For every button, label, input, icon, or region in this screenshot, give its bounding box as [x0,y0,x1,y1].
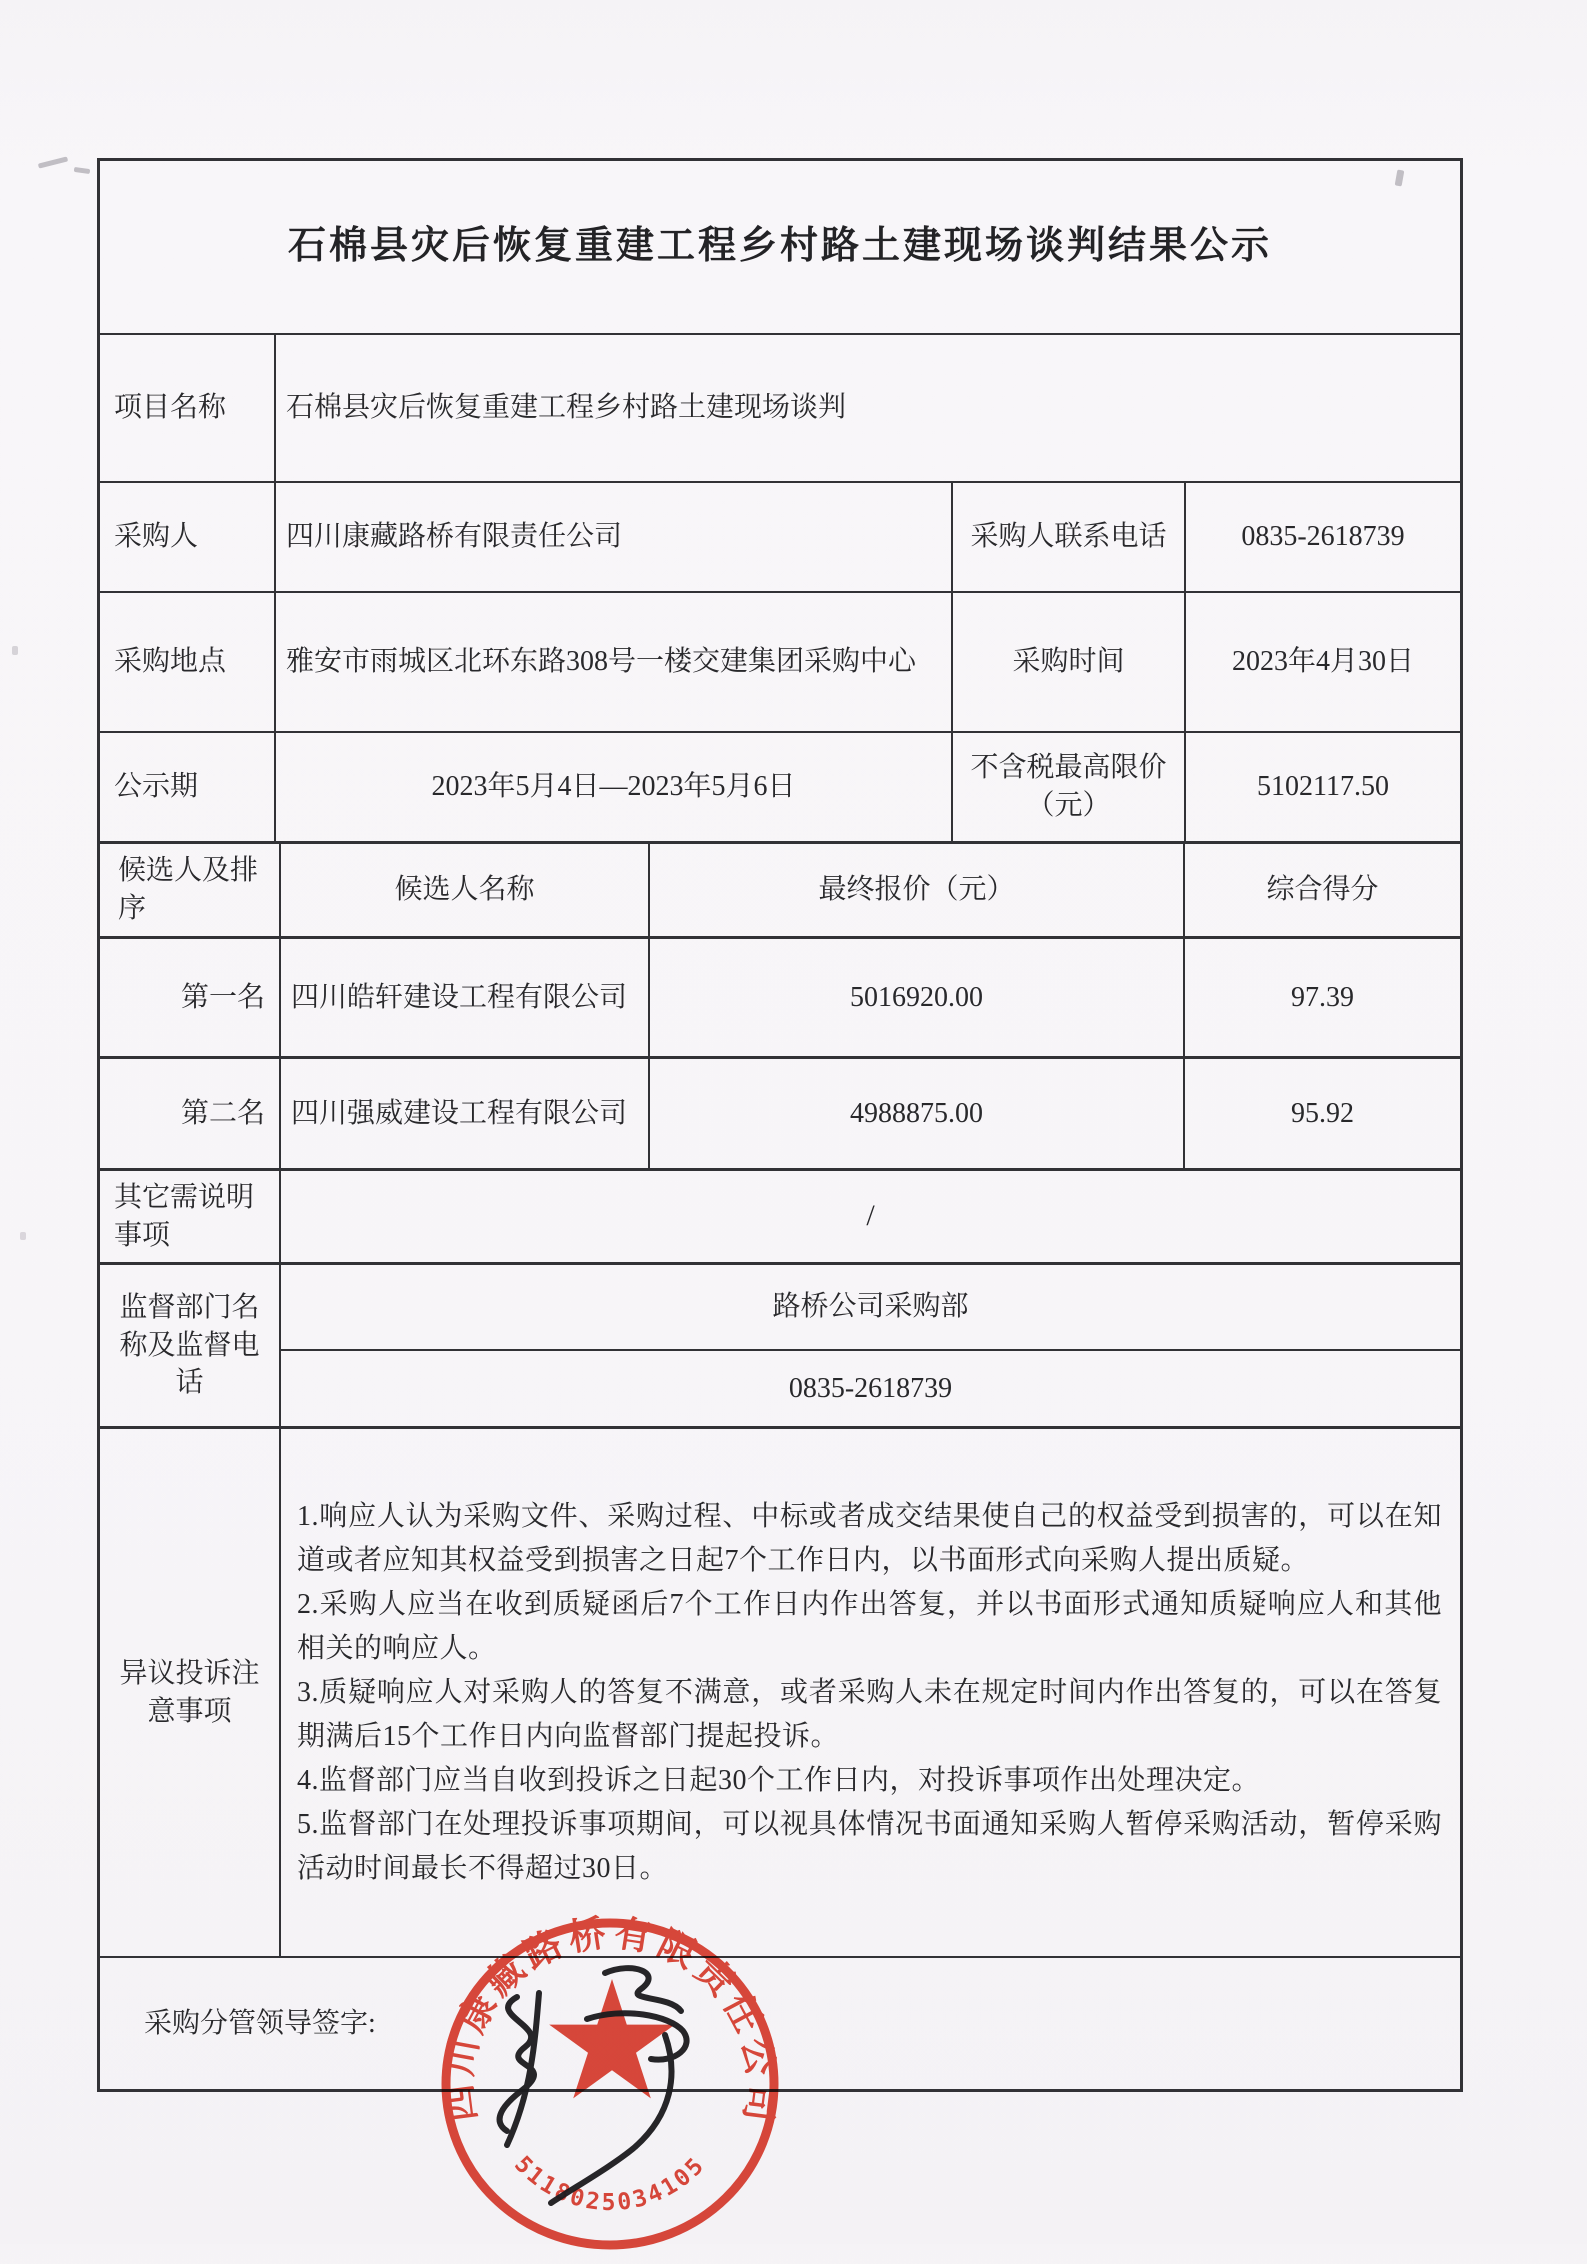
objection-label: 异议投诉注意事项 [119,1657,260,1727]
candidates-score-header: 综合得分 [1183,844,1460,936]
purchase-time-label: 采购时间 [951,593,1184,731]
supervision-dept: 路桥公司采购部 [772,1291,969,1323]
scan-artifact [12,646,18,655]
purchaser-row [100,481,1460,591]
candidate-1-price: 5016920.00 [648,939,1183,1056]
scan-artifact [20,1232,26,1240]
project-label: 项目名称 [114,392,227,424]
purchaser-phone-label: 采购人联系电话 [951,483,1184,591]
publicity-value: 2023年5月4日—2023年5月6日 [274,733,951,841]
supervision-row [100,1262,1460,1426]
publicity-label: 公示期 [114,771,199,803]
candidates-rank-header: 候选人及排序 [118,855,259,924]
candidates-name-header: 候选人名称 [279,844,648,936]
stamp-number-text: 5118025034105 [509,2151,711,2216]
max-price-value: 5102117.50 [1184,733,1460,841]
purchaser-value: 四川康藏路桥有限责任公司 [274,483,951,591]
candidate-1-rank: 第一名 [180,981,265,1013]
max-price-label: 不含税最高限价（元） [951,733,1184,841]
other-notes-row [100,1168,1460,1262]
supervision-label: 监督部门名称及监督电话 [119,1291,260,1399]
scan-artifact [38,156,68,168]
purchaser-label: 采购人 [114,521,199,553]
supervision-values [279,1265,1460,1426]
announcement-table [97,158,1463,2092]
objection-item-2: 2.采购人应当在收到质疑函后7个工作日内作出答复，并以书面形式通知质疑响应人和其他相关的响应人。 [297,1588,1442,1664]
location-label: 采购地点 [114,646,227,678]
title-row [100,161,1460,333]
candidate-row-2 [100,1056,1460,1168]
project-row [100,333,1460,481]
candidate-row-1 [100,936,1460,1056]
objection-row [100,1426,1460,1956]
scan-artifact [74,167,91,174]
candidate-2-rank: 第二名 [180,1097,265,1129]
signature-label: 采购分管领导签字: [144,2007,376,2039]
project-value: 石棉县灾后恢复重建工程乡村路土建现场谈判 [274,335,1460,481]
candidates-header-row [100,841,1460,936]
candidates-price-header: 最终报价（元） [648,844,1183,936]
handwritten-signature [455,1935,735,2225]
candidate-1-name: 四川皓轩建设工程有限公司 [279,939,648,1056]
purchase-time-value: 2023年4月30日 [1184,593,1460,731]
objection-item-3: 3.质疑响应人对采购人的答复不满意，或者采购人未在规定时间内作出答复的，可以在答复期满后15个工作日内向监督部门提起投诉。 [297,1676,1442,1752]
objection-item-5: 5.监督部门在处理投诉事项期间，可以视具体情况书面通知采购人暂停采购活动，暂停采购活动时间最长不得超过30日。 [297,1808,1442,1884]
location-row [100,591,1460,731]
publicity-row [100,731,1460,841]
objection-item-1: 1.响应人认为采购文件、采购过程、中标或者成交结果使自己的权益受到损害的，可以在知道或者应知其权益受到损害之日起7个工作日内，以书面形式向采购人提出质疑。 [297,1500,1442,1576]
page-title: 石棉县灾后恢复重建工程乡村路土建现场谈判结果公示 [287,225,1272,268]
stamp-company-text: 四川康藏路桥有限责任公司 [439,1913,781,2124]
candidate-2-score: 95.92 [1183,1059,1460,1168]
location-value: 雅安市雨城区北环东路308号一楼交建集团采购中心 [274,593,951,731]
candidate-1-score: 97.39 [1183,939,1460,1056]
candidate-2-price: 4988875.00 [648,1059,1183,1168]
objection-item-4: 4.监督部门应当自收到投诉之日起30个工作日内，对投诉事项作出处理决定。 [297,1764,1261,1796]
objection-body [279,1429,1460,1956]
purchaser-phone-value: 0835-2618739 [1184,483,1460,591]
supervision-phone: 0835-2618739 [281,1349,1460,1426]
other-notes-label: 其它需说明事项 [114,1181,255,1251]
candidate-2-name: 四川强威建设工程有限公司 [279,1059,648,1168]
other-notes-value: / [279,1171,1460,1262]
